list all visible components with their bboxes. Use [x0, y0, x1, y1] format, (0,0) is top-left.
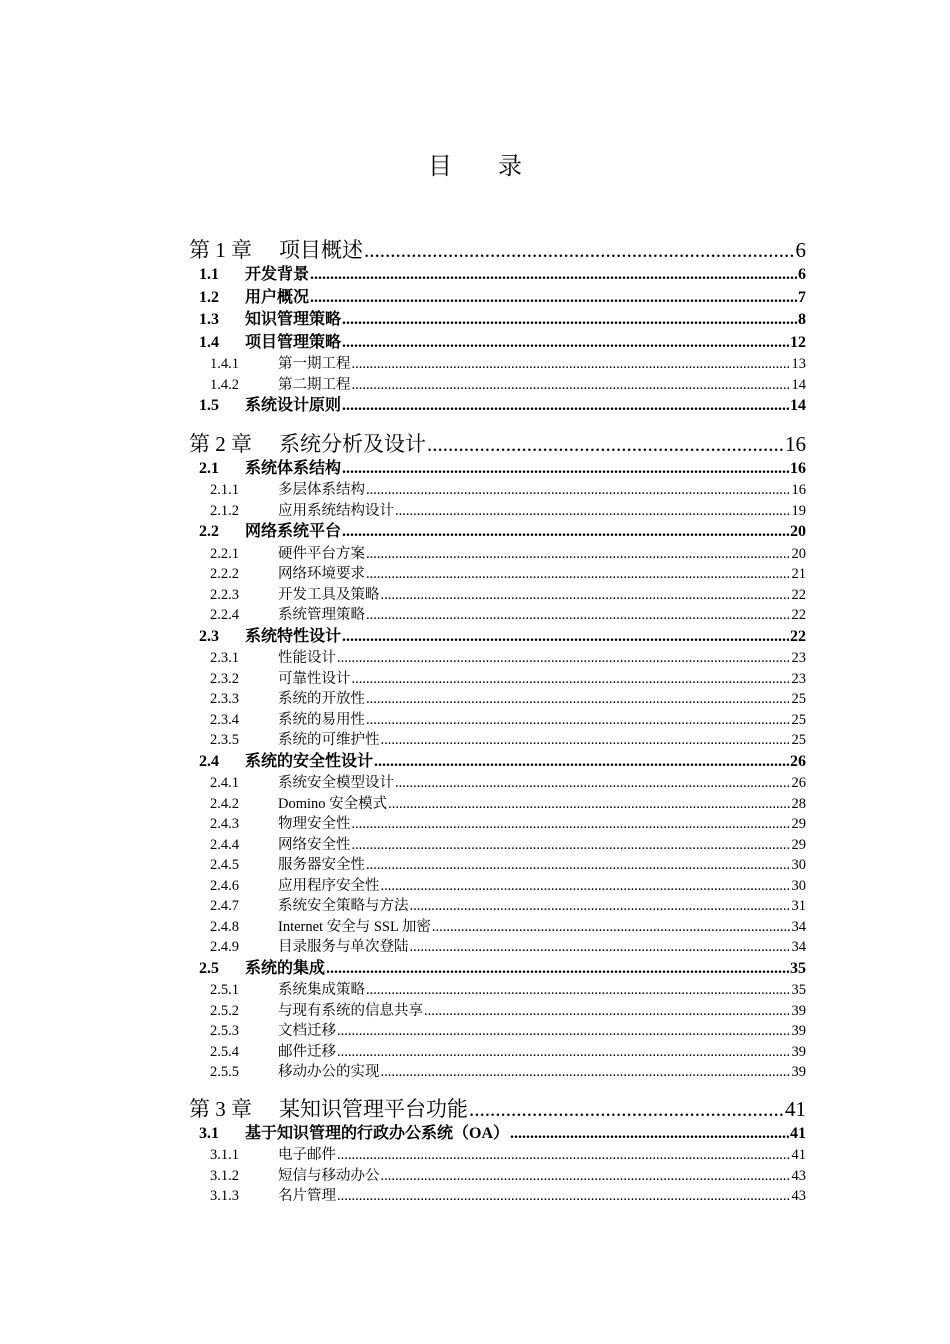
- toc-entry-page-number: 31: [791, 898, 806, 914]
- toc-entry-level-2[interactable]: [189, 287, 806, 309]
- toc-entry-level-3[interactable]: [189, 710, 806, 730]
- toc-entry-title: 与现有系统的信息共享: [278, 1002, 423, 1019]
- toc-entry-title: 可靠性设计: [278, 670, 351, 687]
- toc-entry-level-3[interactable]: [189, 669, 806, 689]
- toc-entry-level-3[interactable]: [189, 605, 806, 625]
- toc-entry-level-3[interactable]: [189, 564, 806, 584]
- toc-entry-level-3[interactable]: [189, 1001, 806, 1021]
- toc-entry-page-number: 39: [791, 1002, 806, 1019]
- toc-leader-dots: [366, 564, 791, 584]
- toc-entry-title: 系统安全策略与方法: [278, 898, 409, 914]
- toc-entry-page-number: 25: [791, 711, 806, 728]
- toc-entry-title: 某知识管理平台功能: [279, 1096, 468, 1121]
- toc-entry-level-2[interactable]: [189, 1123, 806, 1145]
- toc-entry-title: 网络环境要求: [278, 566, 365, 582]
- toc-entry-level-1[interactable]: [189, 430, 806, 458]
- toc-leader-dots: [410, 937, 791, 957]
- toc-entry-page-number: 16: [791, 482, 806, 498]
- toc-entry-page-number: 39: [791, 1064, 806, 1080]
- toc-leader-dots: [388, 794, 790, 814]
- toc-leader-dots: [366, 855, 791, 875]
- toc-entry-level-3[interactable]: [189, 1021, 806, 1041]
- toc-entry-title: 目录服务与单次登陆: [278, 939, 409, 955]
- toc-entry-title: 网络系统平台: [245, 523, 342, 540]
- toc-entry-number: 2.1.2: [210, 502, 239, 519]
- toc-entry-level-3[interactable]: [189, 501, 806, 521]
- toc-entry-level-3[interactable]: [189, 794, 806, 814]
- toc-entry-title: 开发背景: [245, 266, 310, 283]
- toc-entry-title: 邮件迁移: [278, 1043, 336, 1060]
- toc-entry-page-number: 25: [791, 732, 806, 748]
- toc-entry-page-number: 6: [795, 238, 806, 262]
- toc-entry-title: 系统分析及设计: [279, 431, 426, 456]
- toc-leader-dots: [381, 585, 791, 605]
- toc-entry-level-3[interactable]: [189, 480, 806, 500]
- toc-leader-dots: [381, 1166, 791, 1186]
- toc-leader-dots: [337, 1145, 791, 1165]
- toc-entry-title: 物理安全性: [278, 816, 351, 832]
- toc-entry-level-3[interactable]: [189, 689, 806, 709]
- toc-leader-dots: [352, 669, 791, 689]
- toc-entry-number: 2.3.4: [210, 711, 239, 728]
- toc-leader-dots: [310, 264, 797, 286]
- toc-entry-number: 2.5.3: [210, 1023, 239, 1039]
- toc-entry-number: 2.4.8: [210, 918, 239, 935]
- toc-entry-level-3[interactable]: [189, 1062, 806, 1082]
- toc-entry-level-3[interactable]: [189, 730, 806, 750]
- toc-entry-level-2[interactable]: [189, 626, 806, 648]
- toc-entry-level-1[interactable]: [189, 236, 806, 264]
- toc-entry-page-number: 22: [791, 607, 806, 623]
- toc-entry-level-2[interactable]: [189, 332, 806, 354]
- toc-entry-number: 2.4.7: [210, 898, 239, 914]
- toc-leader-dots: [374, 751, 789, 773]
- toc-entry-title: 系统的集成: [245, 959, 326, 977]
- toc-entry-title: 服务器安全性: [278, 857, 365, 873]
- toc-entry-level-1[interactable]: [189, 1095, 806, 1123]
- toc-entry-number: 2.2.3: [210, 586, 239, 603]
- toc-entry-title: 系统体系结构: [245, 459, 342, 477]
- toc-entry-level-3[interactable]: [189, 375, 806, 395]
- toc-entry-title: 移动办公的实现: [278, 1064, 380, 1080]
- toc-entry-number: 2.4.5: [210, 857, 239, 873]
- toc-entry-title: 网络安全性: [278, 836, 351, 853]
- toc-entry-page-number: 14: [790, 397, 806, 414]
- toc-entry-title: 系统的可维护性: [278, 732, 380, 748]
- toc-entry-number: 2.4.1: [210, 775, 239, 791]
- toc-leader-dots: [342, 395, 789, 417]
- toc-entry-number: 2.4.3: [210, 816, 239, 832]
- toc-entry-number: 2.4.2: [210, 795, 239, 812]
- toc-entry-title: 系统安全模型设计: [278, 775, 394, 791]
- toc-leader-dots: [410, 896, 791, 916]
- toc-entry-level-3[interactable]: [189, 835, 806, 855]
- toc-entry-number: 2.5.2: [210, 1002, 239, 1019]
- toc-leader-dots: [364, 236, 795, 264]
- toc-entry-number: 2.1.1: [210, 482, 239, 498]
- toc-leader-dots: [510, 1123, 789, 1145]
- toc-entry-page-number: 16: [790, 459, 806, 477]
- toc-entry-level-2[interactable]: [189, 958, 806, 980]
- toc-entry-number: 2.4.6: [210, 877, 239, 894]
- toc-leader-dots: [366, 480, 791, 500]
- toc-entry-level-2[interactable]: [189, 264, 806, 286]
- toc-title-char-2: 录: [498, 154, 522, 180]
- toc-entry-level-2[interactable]: [189, 521, 806, 543]
- toc-entry-page-number: 19: [791, 502, 806, 519]
- toc-entry-page-number: 20: [790, 523, 806, 540]
- toc-leader-dots: [381, 730, 791, 750]
- toc-title-char-1: 目: [428, 154, 452, 180]
- toc-entry-number: 2.3.1: [210, 650, 239, 666]
- toc-entry-number: 1.4: [199, 333, 219, 351]
- toc-entry-level-2[interactable]: [189, 458, 806, 480]
- toc-entry-page-number: 29: [791, 816, 806, 832]
- toc-entry-title: 系统集成策略: [278, 982, 365, 998]
- toc-entry-page-number: 22: [791, 586, 806, 603]
- toc-entry-title: 系统特性设计: [245, 627, 342, 645]
- toc-entry-page-number: 16: [785, 431, 806, 456]
- toc-entry-title: 系统的安全性设计: [245, 752, 374, 770]
- toc-entry-page-number: 26: [791, 775, 806, 791]
- toc-entry-level-3[interactable]: [189, 1145, 806, 1165]
- toc-entry-page-number: 35: [790, 959, 806, 977]
- toc-entry-page-number: 41: [791, 1147, 806, 1163]
- toc-entry-level-3[interactable]: [189, 585, 806, 605]
- toc-entry-number: 2.2: [199, 523, 219, 540]
- toc-entry-page-number: 13: [791, 356, 806, 372]
- toc-entry-title: 应用系统结构设计: [278, 502, 394, 519]
- toc-entry-number: 1.2: [199, 288, 219, 306]
- toc-entry-title: 多层体系结构: [278, 482, 365, 498]
- toc-entry-title: 用户概况: [245, 288, 310, 306]
- toc-leader-dots: [310, 287, 797, 309]
- toc-entry-number: 第 2 章: [189, 431, 252, 456]
- toc-leader-dots: [342, 458, 789, 480]
- toc-leader-dots: [342, 309, 797, 331]
- toc-entry-page-number: 14: [791, 376, 806, 393]
- toc-entry-level-3[interactable]: [189, 855, 806, 875]
- toc-entry-level-3[interactable]: [189, 773, 806, 793]
- toc-entry-title: Internet 安全与 SSL 加密: [278, 918, 431, 935]
- toc-entry-level-3[interactable]: [189, 1186, 806, 1206]
- toc-leader-dots: [424, 1001, 791, 1021]
- toc-leader-dots: [342, 521, 789, 543]
- toc-entry-number: 第 3 章: [189, 1096, 252, 1121]
- toc-entry-number: 3.1.2: [210, 1167, 239, 1184]
- toc-entry-title: 应用程序安全性: [278, 877, 380, 894]
- toc-entry-number: 2.3: [199, 627, 219, 645]
- toc-leader-dots: [342, 332, 789, 354]
- toc-entry-page-number: 25: [791, 691, 806, 707]
- toc-leader-dots: [366, 980, 791, 1000]
- toc-entry-title: 项目概述: [279, 238, 363, 262]
- toc-entry-page-number: 30: [791, 877, 806, 894]
- toc-entry-page-number: 41: [790, 1124, 806, 1142]
- toc-entry-number: 2.5.5: [210, 1064, 239, 1080]
- toc-leader-dots: [395, 773, 791, 793]
- toc-entry-title: 项目管理策略: [245, 333, 342, 351]
- toc-entry-number: 2.3.2: [210, 670, 239, 687]
- toc-entry-title: 第一期工程: [278, 356, 351, 372]
- toc-entry-page-number: 43: [791, 1167, 806, 1184]
- toc-entry-title: 短信与移动办公: [278, 1167, 380, 1184]
- toc-entry-title: 硬件平台方案: [278, 545, 365, 562]
- toc-entry-page-number: 22: [790, 627, 806, 645]
- toc-leader-dots: [352, 814, 791, 834]
- toc-leader-dots: [366, 689, 791, 709]
- toc-leader-dots: [326, 958, 789, 980]
- toc-leader-dots: [395, 501, 791, 521]
- toc-entry-title: 电子邮件: [278, 1147, 336, 1163]
- toc-entry-page-number: 23: [791, 650, 806, 666]
- toc-entry-title: Domino 安全模式: [278, 795, 388, 812]
- toc-entry-title: 系统的开放性: [278, 691, 365, 707]
- toc-entry-number: 3.1: [199, 1124, 219, 1142]
- toc-leader-dots: [342, 626, 789, 648]
- toc-entry-title: 系统管理策略: [278, 607, 365, 623]
- toc-entry-title: 知识管理策略: [245, 311, 342, 328]
- toc-entry-number: 2.5.1: [210, 982, 239, 998]
- toc-entry-title: 系统的易用性: [278, 711, 365, 728]
- toc-entry-number: 1.4.2: [210, 376, 239, 393]
- toc-leader-dots: [381, 1062, 791, 1082]
- toc-entry-number: 2.4.9: [210, 939, 239, 955]
- toc-entry-page-number: 8: [798, 311, 806, 328]
- toc-entry-page-number: 26: [790, 752, 806, 770]
- toc-entry-number: 第 1 章: [189, 238, 252, 262]
- toc-leader-dots: [352, 835, 791, 855]
- toc-entry-number: 1.4.1: [210, 356, 239, 372]
- toc-entry-level-3[interactable]: [189, 937, 806, 957]
- toc-entry-page-number: 34: [791, 939, 806, 955]
- toc-entry-page-number: 39: [791, 1023, 806, 1039]
- toc-entry-level-3[interactable]: [189, 1166, 806, 1186]
- toc-entry-level-3[interactable]: [189, 1042, 806, 1062]
- toc-entry-level-3[interactable]: [189, 648, 806, 668]
- toc-entry-title: 文档迁移: [278, 1023, 336, 1039]
- toc-entry-page-number: 12: [790, 333, 806, 351]
- toc-entry-title: 系统设计原则: [245, 397, 342, 414]
- toc-entry-title: 基于知识管理的行政办公系统（OA）: [245, 1124, 510, 1142]
- toc-entry-title: 名片管理: [278, 1188, 336, 1204]
- toc-entry-level-3[interactable]: [189, 980, 806, 1000]
- toc-leader-dots: [337, 1021, 791, 1041]
- toc-entry-number: 1.3: [199, 311, 219, 328]
- toc-entry-number: 2.1: [199, 459, 219, 477]
- toc-leader-dots: [352, 375, 791, 395]
- toc-entry-level-2[interactable]: [189, 309, 806, 331]
- toc-entry-title: 性能设计: [278, 650, 336, 666]
- toc-leader-dots: [337, 648, 791, 668]
- toc-entry-level-2[interactable]: [189, 751, 806, 773]
- toc-entry-level-3[interactable]: [189, 876, 806, 896]
- toc-entry-number: 2.2.1: [210, 545, 239, 562]
- toc-leader-dots: [366, 605, 791, 625]
- toc-entry-page-number: 43: [791, 1188, 806, 1204]
- toc-entry-number: 3.1.1: [210, 1147, 239, 1163]
- toc-leader-dots: [337, 1042, 791, 1062]
- toc-entry-number: 2.2.2: [210, 566, 239, 582]
- toc-leader-dots: [366, 710, 791, 730]
- toc-entry-level-2[interactable]: [189, 395, 806, 417]
- toc-entry-number: 2.5.4: [210, 1043, 239, 1060]
- toc-entry-page-number: 39: [791, 1043, 806, 1060]
- toc-entry-number: 3.1.3: [210, 1188, 239, 1204]
- toc-entry-page-number: 6: [798, 266, 806, 283]
- toc-entry-number: 2.4: [199, 752, 219, 770]
- toc-leader-dots: [469, 1095, 784, 1123]
- toc-entry-level-3[interactable]: [189, 896, 806, 916]
- toc-entry-page-number: 28: [791, 795, 806, 812]
- toc-entry-level-3[interactable]: [189, 544, 806, 564]
- toc-entry-page-number: 23: [791, 670, 806, 687]
- toc-leader-dots: [366, 544, 791, 564]
- toc-entry-level-3[interactable]: [189, 917, 806, 937]
- toc-entry-page-number: 20: [791, 545, 806, 562]
- toc-leader-dots: [427, 430, 784, 458]
- toc-entry-page-number: 21: [791, 566, 806, 582]
- toc-entry-page-number: 7: [798, 288, 806, 306]
- toc-leader-dots: [337, 1186, 791, 1206]
- toc-entry-number: 2.3.5: [210, 732, 239, 748]
- toc-title: [0, 146, 950, 181]
- toc-entry-number: 2.3.3: [210, 691, 239, 707]
- toc-leader-dots: [432, 917, 791, 937]
- toc-entry-number: 2.5: [199, 959, 219, 977]
- toc-entry-page-number: 35: [791, 982, 806, 998]
- toc-entry-number: 2.4.4: [210, 836, 239, 853]
- toc-entry-page-number: 29: [791, 836, 806, 853]
- toc-entry-number: 1.5: [199, 397, 219, 414]
- toc-leader-dots: [352, 354, 791, 374]
- toc-entry-page-number: 34: [791, 918, 806, 935]
- toc-entry-page-number: 41: [785, 1096, 806, 1121]
- toc-entry-number: 2.2.4: [210, 607, 239, 623]
- toc-entry-number: 1.1: [199, 266, 219, 283]
- toc-entry-title: 第二期工程: [278, 376, 351, 393]
- toc-entry-level-3[interactable]: [189, 814, 806, 834]
- toc-leader-dots: [381, 876, 791, 896]
- toc-entry-level-3[interactable]: [189, 354, 806, 374]
- toc-entry-title: 开发工具及策略: [278, 586, 380, 603]
- toc-entry-page-number: 30: [791, 857, 806, 873]
